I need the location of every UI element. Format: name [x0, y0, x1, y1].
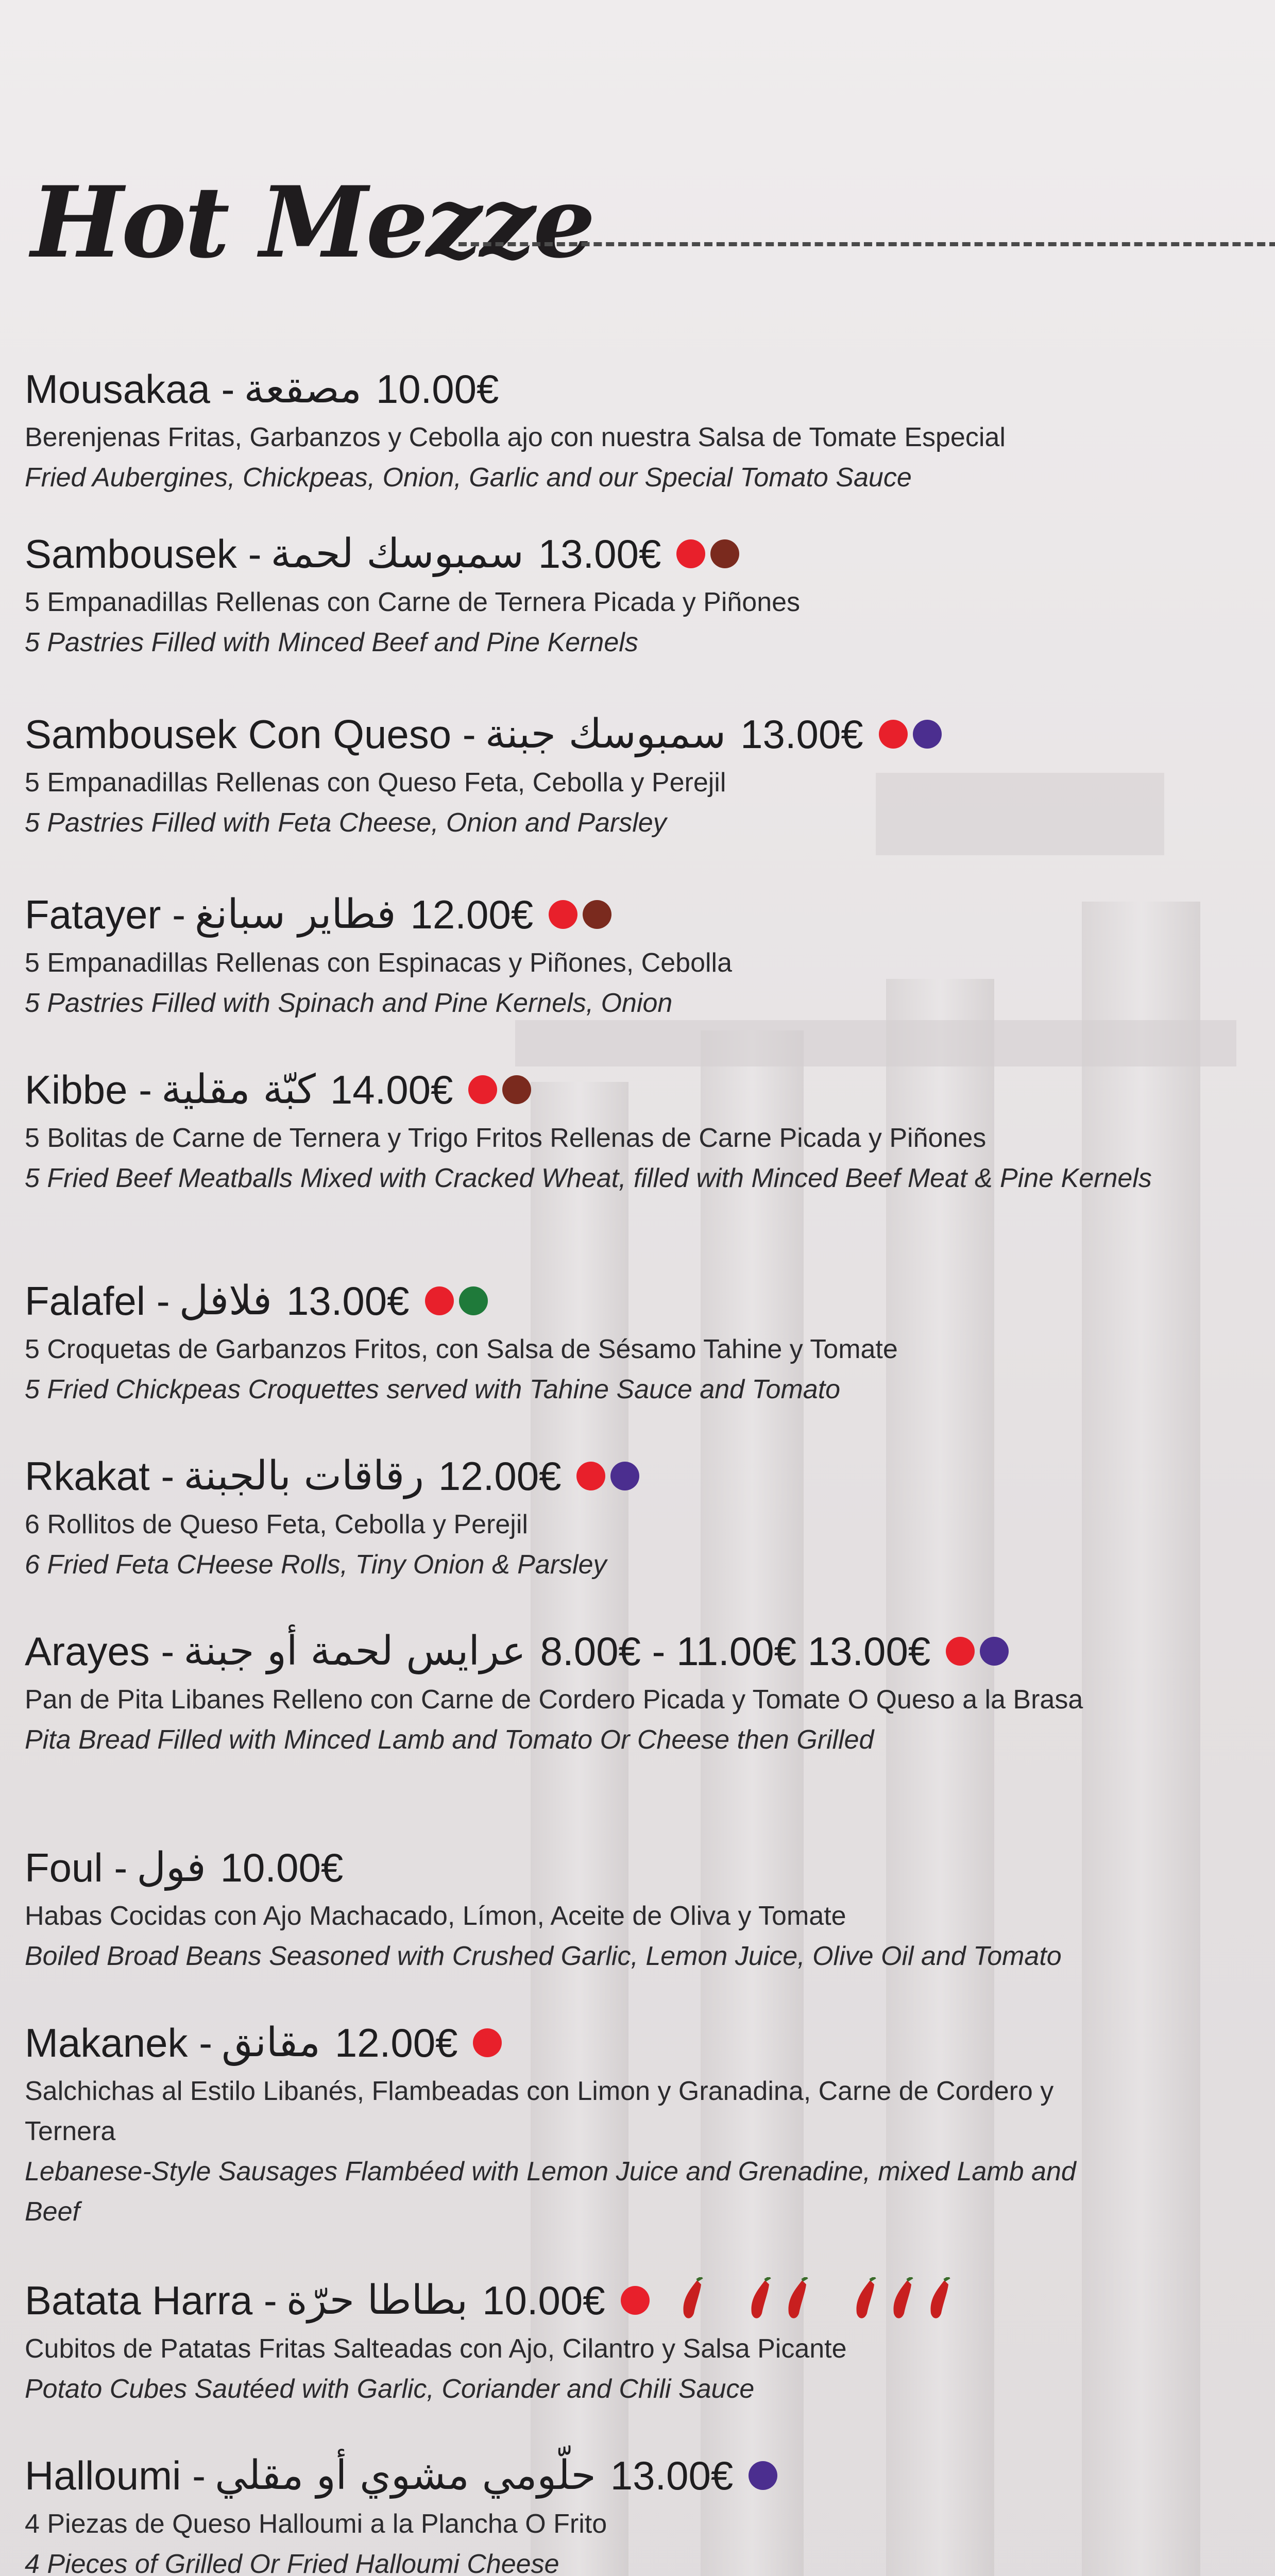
item-description-english: Potato Cubes Sautéed with Garlic, Coriander and Chili Sauce — [25, 2374, 755, 2404]
heading-dashed-divider — [458, 242, 1275, 246]
red-dot-icon — [468, 1075, 497, 1104]
chili-icon — [924, 2277, 955, 2324]
item-price: 10.00€ — [482, 2278, 605, 2323]
item-description-spanish: 4 Piezas de Queso Halloumi a la Plancha O Frito — [25, 2509, 607, 2539]
item-description-spanish: 6 Rollitos de Queso Feta, Cebolla y Perejil — [25, 1510, 528, 1539]
section-heading-row — [31, 155, 1267, 309]
item-price: 10.00€ — [376, 366, 499, 412]
menu-item-halloumi — [25, 2447, 1189, 2576]
item-price: 13.00€ — [538, 531, 661, 577]
item-description-spanish: 5 Empanadillas Rellenas con Espinacas y Piñones, Cebolla — [25, 948, 733, 978]
purple-dot-icon — [610, 1462, 639, 1490]
purple-dot-icon — [980, 1637, 1009, 1666]
item-description-spanish: 5 Croquetas de Garbanzos Fritos, con Salsa de Sésamo Tahine y Tomate — [25, 1334, 898, 1364]
item-arabic-name: فول — [137, 1844, 206, 1891]
maroon-dot-icon — [502, 1075, 531, 1104]
item-arabic-name: سمبوسك جبنة — [485, 711, 726, 757]
item-name: Mousakaa - — [25, 366, 235, 412]
item-description-english: 5 Pastries Filled with Spinach and Pine Kernels, Onion — [25, 988, 673, 1018]
item-arabic-name: مقانق — [222, 2020, 320, 2066]
green-dot-icon — [459, 1286, 488, 1315]
item-price: 8.00€ - 11.00€ 13.00€ — [540, 1629, 931, 1674]
item-name: Fatayer - — [25, 892, 186, 937]
chili-icon — [849, 2277, 880, 2324]
item-description-english: Pita Bread Filled with Minced Lamb and Tomato Or Cheese then Grilled — [25, 1725, 874, 1755]
item-price: 14.00€ — [330, 1067, 453, 1112]
red-dot-icon — [473, 2028, 502, 2057]
menu-item-sambousek-con-queso — [25, 706, 1189, 843]
menu-item-foul — [25, 1839, 1189, 1976]
item-arabic-name: فطاير سبانغ — [195, 891, 396, 938]
item-name: Rkakat - — [25, 1453, 175, 1499]
item-description-spanish: Salchichas al Estilo Libanés, Flambeadas con Limon y Granadina, Carne de Cordero y Ternera — [25, 2076, 1054, 2146]
menu-item-kibbe — [25, 1061, 1189, 1198]
red-dot-icon — [946, 1637, 975, 1666]
item-arabic-name: بطاطا حرّة — [286, 2277, 468, 2324]
red-dot-icon — [879, 720, 908, 749]
item-arabic-name: فلافل — [179, 1278, 272, 1324]
item-description-spanish: 5 Empanadillas Rellenas con Queso Feta, Cebolla y Perejil — [25, 768, 726, 798]
maroon-dot-icon — [583, 900, 611, 929]
section-title: Hot Mezze — [31, 165, 594, 280]
menu-item-falafel — [25, 1273, 1189, 1410]
item-price: 12.00€ — [438, 1453, 562, 1499]
item-description-english: 5 Fried Chickpeas Croquettes served with Tahine Sauce and Tomato — [25, 1375, 841, 1404]
chili-icon — [676, 2277, 707, 2324]
item-name: Makanek - — [25, 2020, 213, 2065]
item-description-english: 5 Fried Beef Meatballs Mixed with Cracked Wheat, filled with Minced Beef Meat & Pine Kernels — [25, 1163, 1152, 1193]
menu-item-arayes — [25, 1623, 1189, 1760]
item-price: 13.00€ — [286, 1278, 410, 1324]
red-dot-icon — [676, 539, 705, 568]
item-arabic-name: سمبوسك لحمة — [270, 531, 524, 577]
red-dot-icon — [576, 1462, 605, 1490]
item-description-english: 4 Pieces of Grilled Or Fried Halloumi Cheese — [25, 2549, 559, 2576]
item-description-english: Fried Aubergines, Chickpeas, Onion, Garlic and our Special Tomato Sauce — [25, 463, 912, 493]
item-arabic-name: حلّومي مشوي أو مقلي — [215, 2452, 596, 2499]
chili-icon — [744, 2277, 775, 2324]
menu-item-sambousek — [25, 526, 1189, 663]
item-name: Falafel - — [25, 1278, 170, 1324]
maroon-dot-icon — [710, 539, 739, 568]
item-name: Sambousek - — [25, 531, 262, 577]
item-price: 13.00€ — [610, 2453, 734, 2498]
item-arabic-name: عرايس لحمة أو جبنة — [183, 1628, 526, 1674]
item-description-spanish: 5 Empanadillas Rellenas con Carne de Ternera Picada y Piñones — [25, 587, 801, 617]
item-description-spanish: 5 Bolitas de Carne de Ternera y Trigo Fritos Rellenas de Carne Picada y Piñones — [25, 1123, 987, 1153]
item-name: Halloumi - — [25, 2453, 206, 2498]
item-description-spanish: Berenjenas Fritas, Garbanzos y Cebolla ajo con nuestra Salsa de Tomate Especial — [25, 422, 1006, 452]
red-dot-icon — [621, 2286, 650, 2315]
item-description-english: Lebanese-Style Sausages Flambéed with Lemon Juice and Grenadine, mixed Lamb and Beef — [25, 2157, 1076, 2227]
item-description-english: 5 Pastries Filled with Minced Beef and Pine Kernels — [25, 628, 638, 657]
red-dot-icon — [549, 900, 577, 929]
item-name: Sambousek Con Queso - — [25, 711, 476, 757]
item-name: Batata Harra - — [25, 2278, 277, 2323]
item-arabic-name: مصقعة — [244, 366, 362, 412]
item-description-english: 6 Fried Feta CHeese Rolls, Tiny Onion & Parsley — [25, 1550, 607, 1580]
item-description-english: 5 Pastries Filled with Feta Cheese, Onion and Parsley — [25, 808, 667, 838]
item-arabic-name: كبّة مقلية — [161, 1066, 316, 1113]
item-description-spanish: Pan de Pita Libanes Relleno con Carne de Cordero Picada y Tomate O Queso a la Brasa — [25, 1685, 1083, 1715]
item-name: Arayes - — [25, 1629, 175, 1674]
menu-item-rkakat — [25, 1448, 1189, 1585]
menu-item-batata-harra — [25, 2272, 1189, 2409]
menu-item-fatayer — [25, 886, 1189, 1023]
chili-icon — [887, 2277, 917, 2324]
menu-item-mousakaa — [25, 361, 1189, 498]
item-description-spanish: Habas Cocidas con Ajo Machacado, Límon, Aceite de Oliva y Tomate — [25, 1901, 846, 1931]
red-dot-icon — [425, 1286, 454, 1315]
item-description-english: Boiled Broad Beans Seasoned with Crushed Garlic, Lemon Juice, Olive Oil and Tomato — [25, 1941, 1062, 1971]
spice-level-indicator — [670, 2277, 955, 2324]
item-price: 10.00€ — [220, 1845, 344, 1890]
item-arabic-name: رقاقات بالجبنة — [183, 1453, 424, 1499]
purple-dot-icon — [749, 2461, 777, 2490]
item-name: Kibbe - — [25, 1067, 152, 1112]
item-price: 13.00€ — [740, 711, 863, 757]
chili-icon — [781, 2277, 812, 2324]
item-description-spanish: Cubitos de Patatas Fritas Salteadas con Ajo, Cilantro y Salsa Picante — [25, 2334, 847, 2364]
item-price: 12.00€ — [410, 892, 534, 937]
purple-dot-icon — [913, 720, 942, 749]
item-name: Foul - — [25, 1845, 128, 1890]
item-price: 12.00€ — [334, 2020, 458, 2065]
menu-item-makanek — [25, 2014, 1189, 2232]
